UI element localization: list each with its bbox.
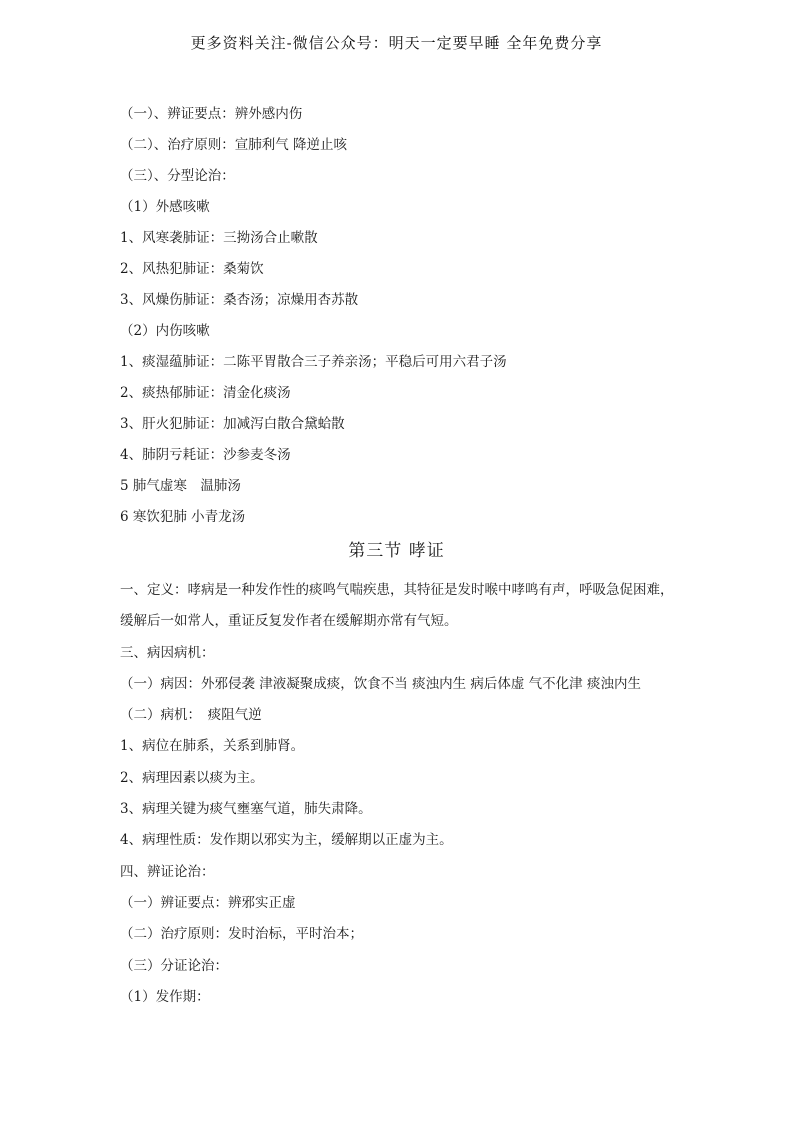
text-line: （2）内伤咳嗽: [120, 323, 210, 339]
text-line: 四、辨证论治：: [120, 863, 215, 880]
text-line: 一、定义：哮病是一种发作性的痰鸣气喘疾患，其特征是发时喉中哮鸣有声，呼吸急促困难，: [120, 582, 674, 598]
text-line: 1、风寒袭肺证：三拗汤合止嗽散: [120, 230, 318, 246]
page-header: 更多资料关注-微信公众号：明天一定要早睡 全年免费分享: [190, 34, 603, 52]
text-line: 1、病位在肺系，关系到肺肾。: [120, 738, 305, 755]
part2-text: [120, 575, 680, 1013]
text-line: 5 肺气虚寒 温肺汤: [120, 478, 241, 494]
text-line: （1）外感咳嗽: [120, 199, 210, 215]
text-line: （一）、辨证要点：辨外感内伤: [120, 106, 303, 122]
text-line: 2、病理因素以痰为主。: [120, 769, 264, 786]
part1-text: [120, 99, 680, 533]
text-line: （三）、分型论治：: [120, 168, 235, 184]
text-line: 3、风燥伤肺证：桑杏汤；凉燥用杏苏散: [120, 292, 359, 308]
text-line: 三、病因病机：: [120, 644, 215, 661]
text-line: 2、风热犯肺证：桑菊饮: [120, 261, 264, 277]
text-line: 6 寒饮犯肺 小青龙汤: [120, 509, 246, 525]
text-line: 3、肝火犯肺证：加减泻白散合黛蛤散: [120, 416, 345, 432]
text-line: （二）、治疗原则：宣肺利气 降逆止咳: [120, 137, 348, 153]
text-line: 缓解后一如常人，重证反复发作者在缓解期亦常有气短。: [120, 613, 458, 630]
text-line: （一）病因：外邪侵袭 津液凝聚成痰，饮食不当 痰浊内生 病后体虚 气不化津 痰浊内生: [120, 675, 641, 692]
text-line: 1、痰湿蕴肺证：二陈平胃散合三子养亲汤；平稳后可用六君子汤: [120, 354, 507, 370]
text-line: （二）病机： 痰阻气逆: [120, 707, 262, 724]
text-line: （1）发作期：: [120, 988, 210, 1005]
text-line: 4、肺阴亏耗证：沙参麦冬汤: [120, 447, 291, 463]
text-line: 3、病理关键为痰气壅塞气道，肺失肃降。: [120, 801, 372, 818]
text-line: （二）治疗原则：发时治标，平时治本；: [120, 926, 363, 943]
text-line: 2、痰热郁肺证：清金化痰汤: [120, 385, 291, 401]
text-line: 4、病理性质：发作期以邪实为主，缓解期以正虚为主。: [120, 832, 453, 849]
text-line: （一）辨证要点：辨邪实正虚: [120, 894, 296, 911]
text-line: （三）分证论治：: [120, 957, 228, 974]
section-title: 第三节 哮证: [348, 541, 445, 561]
